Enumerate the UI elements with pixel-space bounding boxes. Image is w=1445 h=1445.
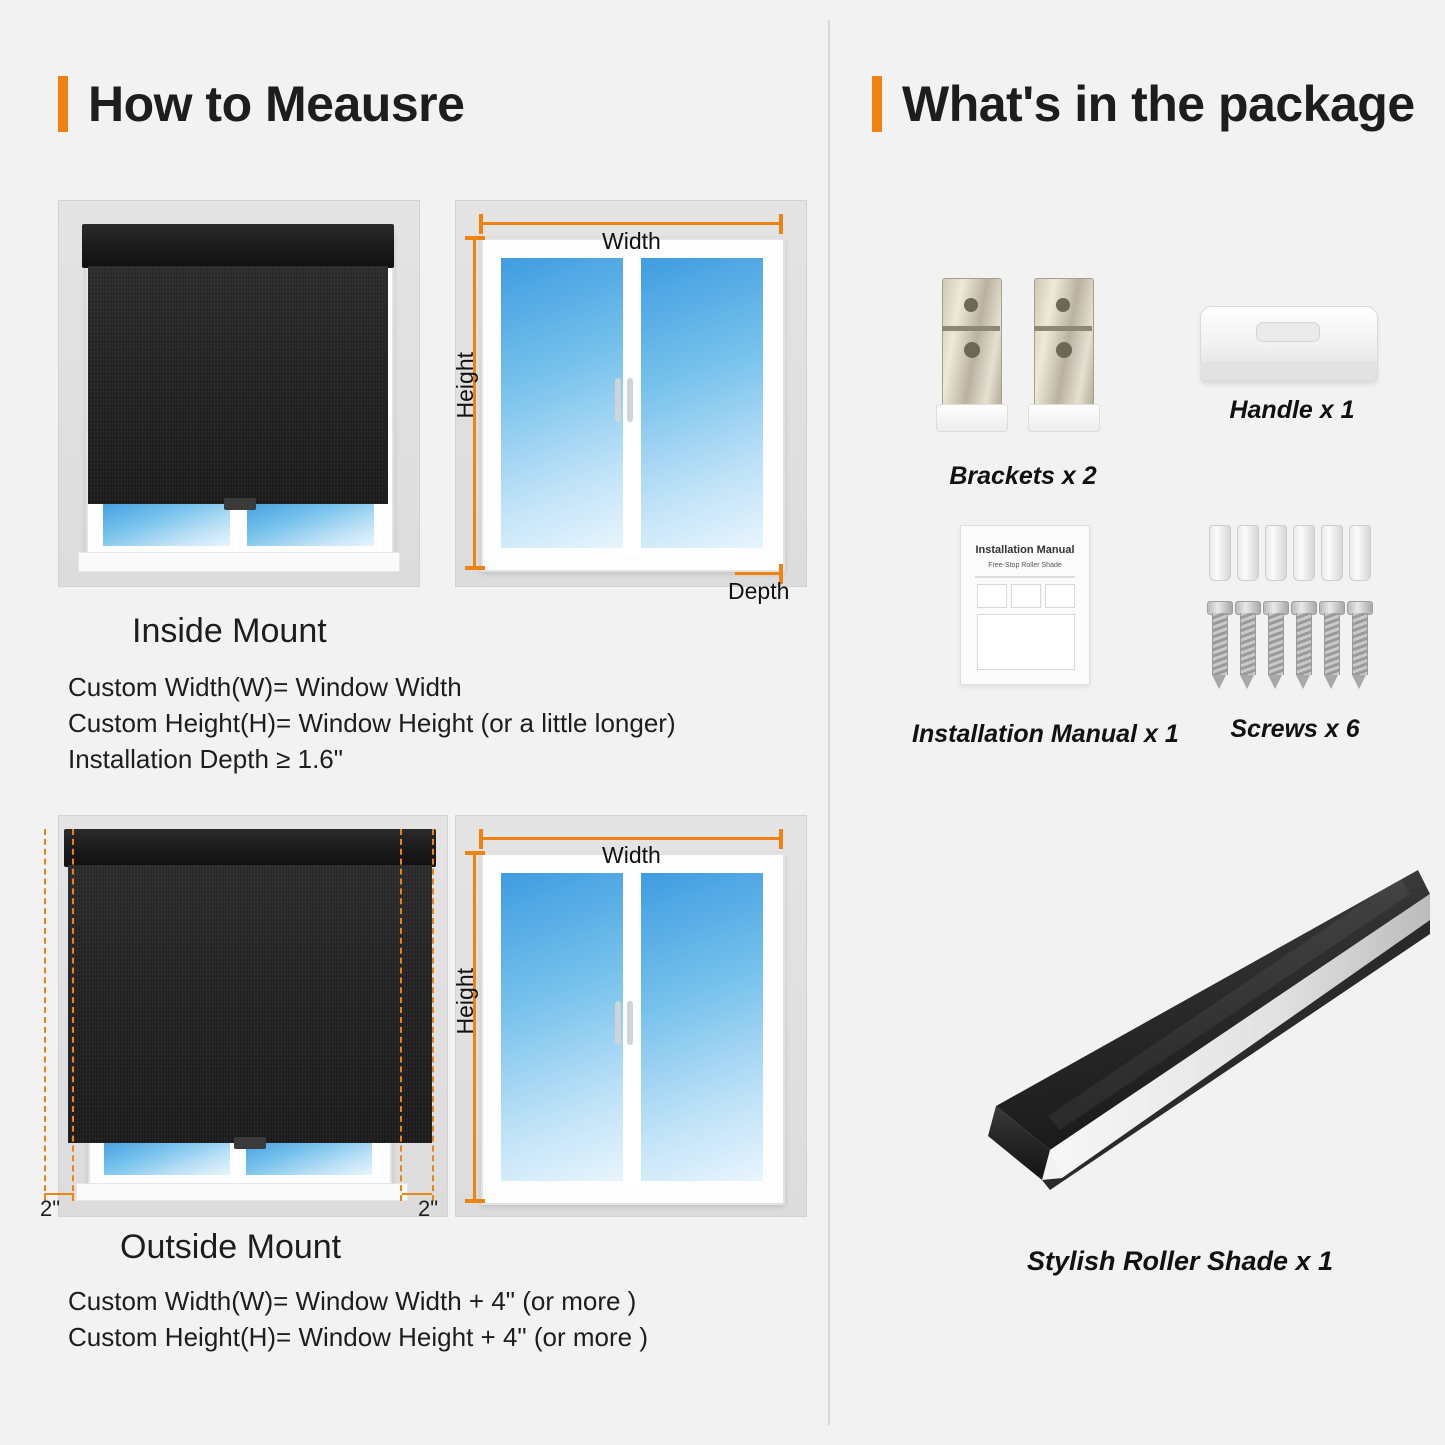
overhang-measure-left <box>44 1193 74 1195</box>
shade-valance <box>82 224 394 268</box>
inside-height-label: Height <box>452 352 478 419</box>
inside-spec-3: Installation Depth ≥ 1.6" <box>68 744 343 774</box>
wall-anchor-5 <box>1321 525 1343 581</box>
heading-how-to-measure <box>58 75 464 133</box>
screw-tip-3 <box>1268 675 1282 689</box>
window-sill <box>78 552 400 572</box>
manual-rule <box>975 576 1075 578</box>
overhang-right-label: 2" <box>418 1196 439 1221</box>
inside-mount-title: Inside Mount <box>132 612 327 650</box>
screw-shaft-5 <box>1324 613 1340 675</box>
width-measure-line <box>481 837 781 840</box>
inside-width-label: Width <box>602 228 661 254</box>
bracket-hole-2b <box>1056 342 1072 358</box>
outside-spec-1: Custom Width(W)= Window Width + 4" (or more ) <box>68 1286 637 1316</box>
bracket-base-1 <box>936 404 1008 432</box>
handle-base <box>1200 362 1376 380</box>
overhang-left-label: 2" <box>40 1196 61 1221</box>
width-tick-right <box>779 214 783 234</box>
inside-depth-label: Depth <box>728 578 790 604</box>
outside-spec-2: Custom Height(H)= Window Height + 4" (or more ) <box>68 1322 648 1352</box>
shade-valance <box>64 829 436 867</box>
roller-shade-photo <box>930 860 1430 1190</box>
bracket-seam-2 <box>1034 326 1092 331</box>
heading-whats-in-package <box>872 75 1415 133</box>
outside-mount-measure-diagram <box>455 815 805 1215</box>
bracket-hole-2a <box>1056 298 1070 312</box>
window-glass-right <box>641 873 763 1181</box>
shade-fabric <box>68 865 432 1143</box>
screws-label: Screws x 6 <box>1230 715 1360 743</box>
inside-spec-2: Custom Height(H)= Window Height (or a little longer) <box>68 708 676 738</box>
wall-anchor-1 <box>1209 525 1231 581</box>
outside-width-label: Width <box>602 842 661 868</box>
window-handle-right <box>627 378 633 422</box>
width-tick-right <box>779 829 783 849</box>
overhang-measure-right <box>402 1193 432 1195</box>
window-handle-left <box>615 1001 621 1045</box>
brackets-label: Brackets x 2 <box>949 462 1097 490</box>
height-tick-top <box>465 236 485 240</box>
screw-shaft-2 <box>1240 613 1256 675</box>
width-tick-left <box>479 214 483 234</box>
handle-graphic <box>1200 300 1380 390</box>
window-glass-left <box>501 873 623 1181</box>
inside-mount-shade-illustration <box>58 200 418 585</box>
wall-anchor-4 <box>1293 525 1315 581</box>
screw-tip-1 <box>1212 675 1226 689</box>
bracket-base-2 <box>1028 404 1100 432</box>
bracket-hole-1b <box>964 342 980 358</box>
screw-shaft-3 <box>1268 613 1284 675</box>
height-tick-top <box>465 851 485 855</box>
overhang-guide-left-outer <box>44 829 46 1201</box>
heading-accent-bar <box>872 76 882 132</box>
outside-mount-shade-illustration <box>36 815 446 1215</box>
manual-thumb-1 <box>977 584 1007 608</box>
window-sill <box>76 1183 408 1201</box>
shade-pull-tab <box>224 498 256 510</box>
manual-label: Installation Manual x 1 <box>912 720 1179 748</box>
manual-cover <box>960 525 1090 685</box>
roller-shade-svg <box>930 860 1430 1190</box>
bracket-hole-1a <box>964 298 978 312</box>
screws-graphic <box>1205 525 1385 690</box>
depth-measure-line <box>735 572 781 575</box>
screw-shaft-1 <box>1212 613 1228 675</box>
inside-mount-measure-diagram <box>455 200 805 585</box>
panel-divider <box>828 20 830 1425</box>
manual-cover-title: Installation Manual <box>975 544 1075 556</box>
screw-shaft-6 <box>1352 613 1368 675</box>
overhang-guide-left-inner <box>72 829 74 1201</box>
heading-accent-bar <box>58 76 68 132</box>
screw-tip-5 <box>1324 675 1338 689</box>
outside-mount-title: Outside Mount <box>120 1228 342 1266</box>
handle-label: Handle x 1 <box>1229 396 1355 424</box>
height-tick-bottom <box>465 566 485 570</box>
screw-tip-6 <box>1352 675 1366 689</box>
installation-manual-graphic <box>960 525 1120 685</box>
window-glass-right <box>641 258 763 548</box>
width-tick-left <box>479 829 483 849</box>
manual-thumb-2 <box>1011 584 1041 608</box>
heading-right-text: What's in the package <box>902 76 1415 132</box>
wall-anchor-6 <box>1349 525 1371 581</box>
overhang-guide-right-outer <box>432 829 434 1201</box>
heading-left-text: How to Meausre <box>88 76 465 132</box>
wall-anchor-3 <box>1265 525 1287 581</box>
manual-main-figure <box>977 614 1075 670</box>
screw-tip-4 <box>1296 675 1310 689</box>
overhang-guide-right-inner <box>400 829 402 1201</box>
window-handle-right <box>627 1001 633 1045</box>
outside-height-label: Height <box>452 968 478 1035</box>
roller-shade-label: Stylish Roller Shade x 1 <box>1026 1246 1334 1276</box>
screw-tip-2 <box>1240 675 1254 689</box>
window-glass-left <box>501 258 623 548</box>
manual-cover-subtitle: Free-Stop Roller Shade <box>988 562 1062 569</box>
manual-thumb-3 <box>1045 584 1075 608</box>
inside-spec-1: Custom Width(W)= Window Width <box>68 672 462 702</box>
width-measure-line <box>481 222 781 225</box>
bracket-seam-1 <box>942 326 1000 331</box>
wall-anchor-2 <box>1237 525 1259 581</box>
shade-fabric <box>88 266 388 504</box>
handle-slot <box>1256 322 1320 342</box>
screw-shaft-4 <box>1296 613 1312 675</box>
height-tick-bottom <box>465 1199 485 1203</box>
brackets-graphic <box>930 270 1110 450</box>
shade-pull-tab <box>234 1137 266 1149</box>
window-handle-left <box>615 378 621 422</box>
